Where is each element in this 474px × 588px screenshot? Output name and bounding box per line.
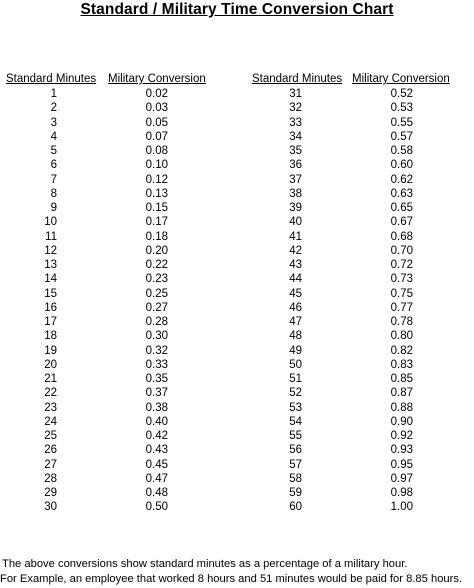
standard-minutes-cell: 22 (44, 387, 57, 400)
standard-minutes-cell: 17 (44, 316, 57, 328)
military-conversion-cell: 0.32 (145, 344, 168, 357)
table-row (0, 359, 474, 373)
table-row (0, 316, 474, 330)
table-row (0, 345, 474, 359)
table-row (0, 330, 474, 344)
military-conversion-cell: 0.98 (390, 487, 413, 499)
standard-minutes-cell: 21 (44, 373, 57, 385)
table-row (0, 131, 474, 145)
military-conversion-cell: 0.67 (390, 216, 413, 229)
table-row (0, 288, 474, 302)
standard-minutes-cell: 5 (50, 145, 57, 157)
table-row (0, 145, 474, 159)
standard-minutes-cell: 16 (44, 301, 57, 314)
table-row (0, 444, 474, 458)
military-conversion-cell: 0.03 (145, 102, 168, 115)
table-row (0, 216, 474, 230)
standard-minutes-cell: 39 (289, 202, 302, 214)
military-conversion-cell: 0.42 (145, 430, 168, 442)
military-conversion-cell: 0.80 (390, 330, 413, 343)
military-conversion-cell: 0.97 (390, 472, 413, 485)
table-row (0, 487, 474, 501)
standard-minutes-cell: 32 (289, 102, 302, 115)
standard-minutes-cell: 9 (50, 202, 57, 214)
military-conversion-cell: 0.22 (145, 259, 168, 271)
table-row (0, 416, 474, 430)
military-conversion-cell: 0.27 (145, 301, 168, 314)
military-conversion-cell: 0.12 (145, 173, 168, 186)
table-row (0, 245, 474, 259)
standard-minutes-cell: 6 (50, 159, 57, 172)
military-conversion-cell: 0.82 (390, 344, 413, 357)
table-row (0, 373, 474, 387)
standard-minutes-cell: 59 (289, 487, 302, 499)
table-row (0, 302, 474, 316)
standard-minutes-cell: 25 (44, 430, 57, 442)
standard-minutes-cell: 36 (289, 159, 302, 172)
standard-minutes-cell: 51 (289, 373, 302, 385)
military-conversion-cell: 0.35 (145, 373, 168, 385)
standard-minutes-cell: 41 (289, 230, 302, 243)
military-conversion-cell: 0.18 (145, 230, 168, 243)
standard-minutes-cell: 34 (289, 130, 302, 143)
explanation-note: The above conversions show standard minutes as a percentage of a military hour. (2, 558, 408, 570)
military-conversion-cell: 0.53 (390, 102, 413, 115)
standard-minutes-cell: 31 (289, 88, 302, 100)
military-conversion-cell: 0.93 (390, 444, 413, 457)
standard-minutes-cell: 23 (44, 401, 57, 414)
standard-minutes-cell: 7 (50, 173, 57, 186)
military-conversion-cell: 0.25 (145, 287, 168, 300)
standard-minutes-cell: 13 (44, 259, 57, 271)
standard-minutes-cell: 8 (50, 187, 57, 200)
table-row (0, 387, 474, 401)
military-conversion-cell: 0.85 (390, 373, 413, 385)
military-conversion-cell: 0.68 (390, 230, 413, 243)
standard-minutes-cell: 15 (44, 287, 57, 300)
military-conversion-cell: 0.65 (390, 202, 413, 214)
standard-minutes-cell: 12 (44, 244, 57, 257)
header-standard-minutes-left: Standard Minutes (6, 73, 97, 85)
standard-minutes-cell: 3 (50, 116, 57, 129)
table-row (0, 159, 474, 173)
military-conversion-cell: 0.62 (390, 173, 413, 186)
standard-minutes-cell: 53 (289, 401, 302, 414)
standard-minutes-cell: 38 (289, 187, 302, 200)
standard-minutes-cell: 10 (44, 216, 57, 229)
military-conversion-cell: 0.05 (145, 116, 168, 129)
standard-minutes-cell: 52 (289, 387, 302, 400)
standard-minutes-cell: 43 (289, 259, 302, 271)
example-note: For Example, an employee that worked 8 hours and 51 minutes would be paid for 8.85 hours. (0, 573, 463, 585)
standard-minutes-cell: 33 (289, 116, 302, 129)
military-conversion-cell: 0.07 (145, 130, 168, 143)
military-conversion-cell: 0.50 (145, 501, 168, 514)
military-conversion-cell: 0.87 (390, 387, 413, 400)
standard-minutes-cell: 24 (44, 415, 57, 428)
standard-minutes-cell: 54 (289, 415, 302, 428)
standard-minutes-cell: 58 (289, 472, 302, 485)
header-military-conversion-left: Military Conversion (108, 73, 206, 85)
table-row (0, 273, 474, 287)
military-conversion-cell: 0.88 (390, 401, 413, 414)
standard-minutes-cell: 42 (289, 244, 302, 257)
standard-minutes-cell: 11 (45, 230, 57, 243)
table-row (0, 259, 474, 273)
standard-minutes-cell: 57 (289, 458, 302, 471)
table-row (0, 402, 474, 416)
table-row (0, 202, 474, 216)
military-conversion-cell: 0.73 (390, 273, 413, 286)
military-conversion-cell: 0.15 (145, 202, 168, 214)
standard-minutes-cell: 50 (289, 358, 302, 371)
military-conversion-cell: 0.72 (390, 259, 413, 271)
table-row (0, 459, 474, 473)
standard-minutes-cell: 19 (44, 344, 57, 357)
military-conversion-cell: 0.43 (145, 444, 168, 457)
military-conversion-cell: 0.23 (145, 273, 168, 286)
military-conversion-cell: 0.70 (390, 244, 413, 257)
table-row (0, 102, 474, 116)
standard-minutes-cell: 40 (289, 216, 302, 229)
military-conversion-cell: 0.30 (145, 330, 168, 343)
standard-minutes-cell: 47 (289, 316, 302, 328)
table-row (0, 501, 474, 515)
military-conversion-cell: 0.10 (145, 159, 168, 172)
standard-minutes-cell: 4 (50, 130, 57, 143)
table-row (0, 117, 474, 131)
standard-minutes-cell: 30 (44, 501, 57, 514)
military-conversion-cell: 0.48 (145, 487, 168, 499)
military-conversion-cell: 0.95 (390, 458, 413, 471)
military-conversion-cell: 0.13 (145, 187, 168, 200)
standard-minutes-cell: 60 (289, 501, 302, 514)
standard-minutes-cell: 45 (289, 287, 302, 300)
table-row (0, 231, 474, 245)
standard-minutes-cell: 48 (289, 330, 302, 343)
military-conversion-cell: 0.40 (145, 415, 168, 428)
standard-minutes-cell: 55 (289, 430, 302, 442)
standard-minutes-cell: 1 (50, 88, 57, 100)
military-conversion-cell: 0.90 (390, 415, 413, 428)
header-standard-minutes-right: Standard Minutes (252, 73, 343, 85)
table-row (0, 188, 474, 202)
military-conversion-cell: 0.33 (145, 358, 168, 371)
military-conversion-cell: 0.92 (390, 430, 413, 442)
military-conversion-cell: 0.58 (390, 145, 413, 157)
military-conversion-cell: 0.08 (145, 145, 168, 157)
military-conversion-cell: 0.83 (390, 358, 413, 371)
military-conversion-cell: 0.28 (145, 316, 168, 328)
standard-minutes-cell: 27 (44, 458, 57, 471)
military-conversion-cell: 0.38 (145, 401, 168, 414)
header-military-conversion-right: Military Conversion (352, 73, 450, 85)
table-row (0, 473, 474, 487)
standard-minutes-cell: 46 (289, 301, 302, 314)
standard-minutes-cell: 49 (289, 344, 302, 357)
military-conversion-cell: 0.63 (390, 187, 413, 200)
military-conversion-cell: 0.37 (145, 387, 168, 400)
standard-minutes-cell: 35 (289, 145, 302, 157)
standard-minutes-cell: 37 (289, 173, 302, 186)
standard-minutes-cell: 44 (289, 273, 302, 286)
military-conversion-cell: 0.78 (390, 316, 413, 328)
military-conversion-cell: 0.47 (145, 472, 168, 485)
military-conversion-cell: 0.02 (145, 88, 168, 100)
table-row (0, 430, 474, 444)
standard-minutes-cell: 18 (44, 330, 57, 343)
standard-minutes-cell: 56 (289, 444, 302, 457)
military-conversion-cell: 0.20 (145, 244, 168, 257)
military-conversion-cell: 0.55 (390, 116, 413, 129)
military-conversion-cell: 1.00 (390, 501, 413, 514)
military-conversion-cell: 0.17 (145, 216, 168, 229)
standard-minutes-cell: 14 (44, 273, 57, 286)
military-conversion-cell: 0.52 (390, 88, 413, 100)
standard-minutes-cell: 28 (44, 472, 57, 485)
standard-minutes-cell: 29 (44, 487, 57, 499)
military-conversion-cell: 0.57 (390, 130, 413, 143)
military-conversion-cell: 0.77 (390, 301, 413, 314)
table-row (0, 174, 474, 188)
page-title: Standard / Military Time Conversion Chart (80, 1, 394, 18)
table-row (0, 88, 474, 102)
military-conversion-cell: 0.75 (390, 287, 413, 300)
standard-minutes-cell: 26 (44, 444, 57, 457)
standard-minutes-cell: 2 (50, 102, 57, 115)
military-conversion-cell: 0.60 (390, 159, 413, 172)
military-conversion-cell: 0.45 (145, 458, 168, 471)
standard-minutes-cell: 20 (44, 358, 57, 371)
